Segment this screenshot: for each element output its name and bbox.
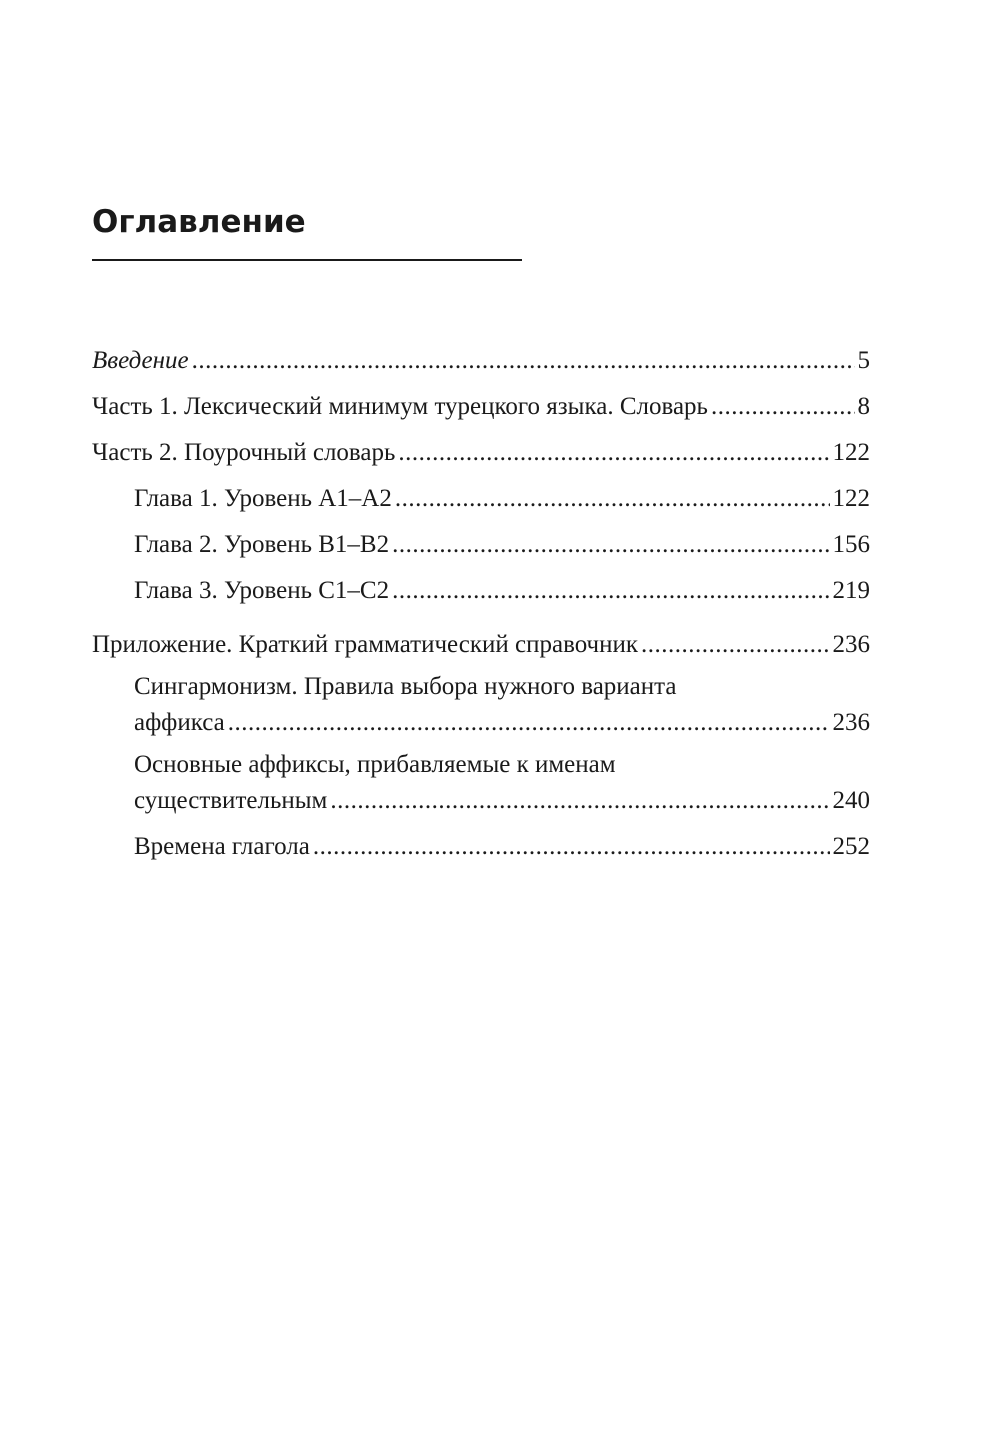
toc-page-number: 5 (857, 347, 870, 374)
toc-entry-chapter-1[interactable] (92, 481, 870, 517)
toc-entry-singarmonism[interactable] (92, 669, 870, 741)
toc-entry-continuation (134, 705, 870, 741)
toc-entry-title-line-2: существительным (134, 787, 328, 814)
dot-leader (395, 481, 830, 517)
toc-entry-intro[interactable] (92, 343, 870, 379)
dot-leader (392, 527, 829, 563)
toc-page-number: 122 (832, 439, 870, 466)
toc-entry-title: Глава 2. Уровень В1–В2 (134, 531, 390, 558)
dot-leader (313, 829, 830, 865)
toc-entry-chapter-2[interactable] (92, 527, 870, 563)
toc-entry-title: Глава 1. Уровень А1–А2 (134, 485, 392, 512)
toc-entry-part-2[interactable] (92, 435, 870, 471)
table-of-contents (92, 343, 870, 865)
toc-entry-title: Часть 1. Лексический минимум турецкого языка. Словарь (92, 393, 708, 420)
toc-page-number: 236 (832, 709, 870, 736)
dot-leader (392, 573, 829, 609)
dot-leader (330, 783, 829, 819)
toc-page-number: 240 (832, 787, 870, 814)
toc-page-number: 236 (832, 631, 870, 658)
toc-entry-title-line-1: Сингармонизм. Правила выбора нужного варианта (134, 673, 677, 700)
toc-entry-title-line-1: Основные аффиксы, прибавляемые к именам (134, 751, 616, 778)
toc-entry-verb-tenses[interactable] (92, 829, 870, 865)
dot-leader (228, 705, 830, 741)
toc-entry-title: Часть 2. Поурочный словарь (92, 439, 396, 466)
toc-entry-title: Глава 3. Уровень С1–С2 (134, 577, 390, 604)
toc-page-number: 219 (832, 577, 870, 604)
dot-leader (398, 435, 829, 471)
page-title: Оглавление (92, 204, 306, 240)
toc-entry-title: Введение (92, 347, 189, 374)
toc-entry-chapter-3[interactable] (92, 573, 870, 609)
toc-entry-appendix[interactable] (92, 627, 870, 663)
toc-page-number: 156 (832, 531, 870, 558)
dot-leader (192, 343, 855, 379)
toc-entry-part-1[interactable] (92, 389, 870, 425)
title-underline (92, 259, 522, 261)
toc-page-number: 252 (832, 833, 870, 860)
toc-entry-title: Приложение. Краткий грамматический справочник (92, 631, 639, 658)
toc-entry-noun-affixes[interactable] (92, 747, 870, 819)
dot-leader (711, 389, 855, 425)
toc-entry-title: Времена глагола (134, 833, 310, 860)
toc-page-number: 8 (857, 393, 870, 420)
dot-leader (641, 627, 829, 663)
toc-entry-continuation (134, 783, 870, 819)
toc-entry-title-line-2: аффикса (134, 709, 225, 736)
toc-page-number: 122 (832, 485, 870, 512)
